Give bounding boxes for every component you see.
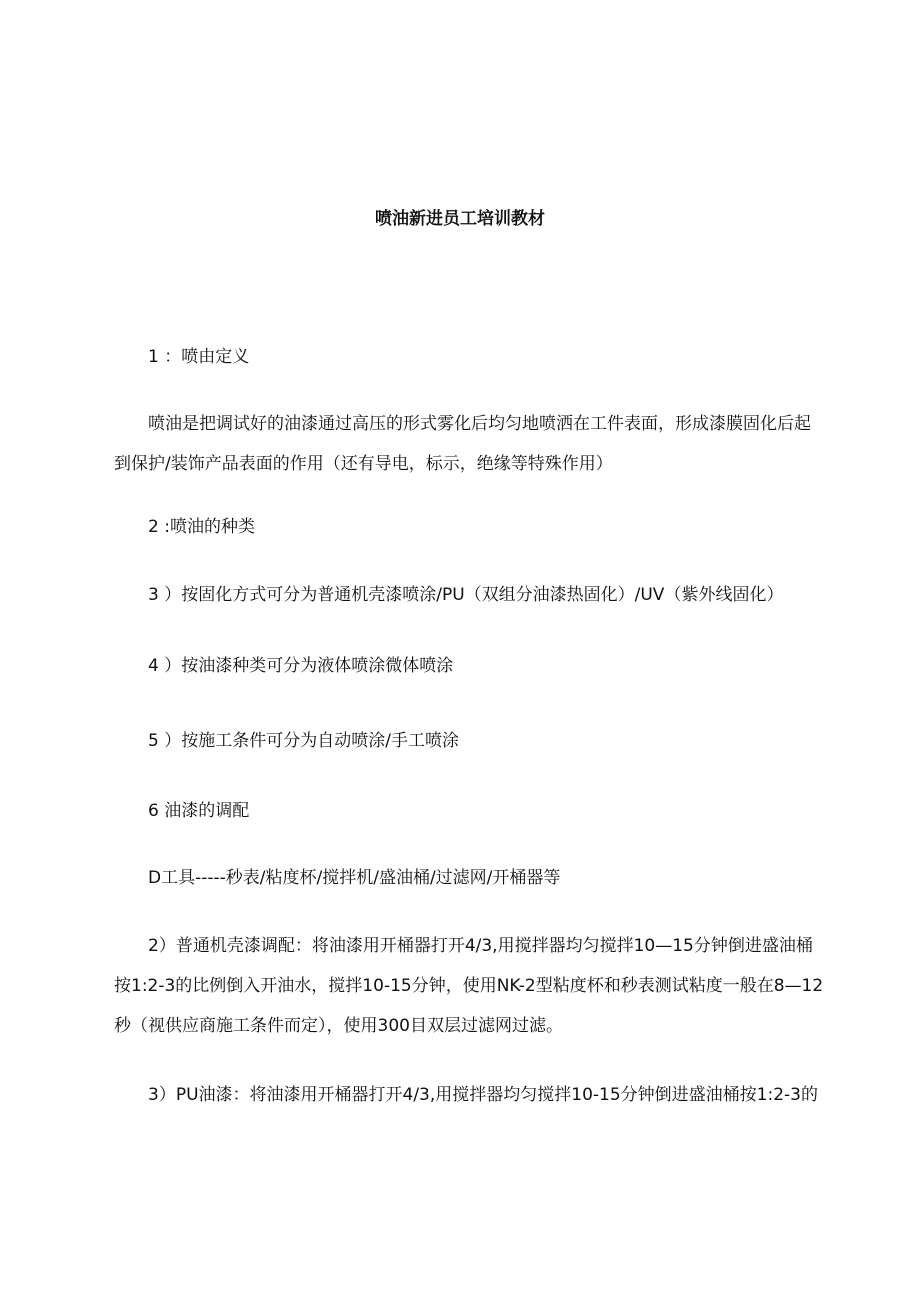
standard-mixing-line-2: 按1:2-3的比例倒入开油水，搅拌10-15分钟，使用NK-2型粘度杯和秒表测试粘度一般在8—12 — [114, 976, 824, 996]
item-3-curing-types: 3 ）按固化方式可分为普通机壳漆喷涂/PU（双组分油漆热固化）/UV（紫外线固化） — [148, 585, 784, 605]
section-6-heading: 6 油漆的调配 — [148, 801, 250, 821]
standard-paint-mixing-paragraph — [114, 926, 824, 1046]
item-4-paint-types: 4 ）按油漆种类可分为液体喷涂微体喷涂 — [148, 656, 454, 676]
definition-paragraph — [114, 404, 814, 484]
standard-mixing-line-1: 2）普通机壳漆调配：将油漆用开桶器打开4/3,用搅拌器均匀搅拌10—15分钟倒进盛油桶 — [148, 936, 813, 956]
item-5-application-types: 5 ）按施工条件可分为自动喷涂/手工喷涂 — [148, 731, 459, 751]
section-1-heading: 1 ：喷由定义 — [148, 347, 250, 367]
standard-mixing-line-3: 秒（视供应商施工条件而定），使用300目双层过滤网过滤。 — [114, 1016, 563, 1036]
section-2-heading: 2 :喷油的种类 — [148, 517, 255, 537]
definition-line-2: 到保护/装饰产品表面的作用（还有导电，标示，绝缘等特殊作用） — [114, 454, 613, 474]
tools-list: D工具-----秒表/粘度杯/搅拌机/盛油桶/过滤网/开桶器等 — [148, 868, 561, 888]
definition-line-1: 喷油是把调试好的油漆通过高压的形式雾化后均匀地喷洒在工件表面，形成漆膜固化后起 — [148, 414, 811, 434]
pu-paint-mixing-line: 3）PU油漆：将油漆用开桶器打开4/3,用搅拌器均匀搅拌10-15分钟倒进盛油桶按1:2-3的 — [148, 1085, 818, 1105]
document-title: 喷油新进员工培训教材 — [375, 209, 545, 229]
